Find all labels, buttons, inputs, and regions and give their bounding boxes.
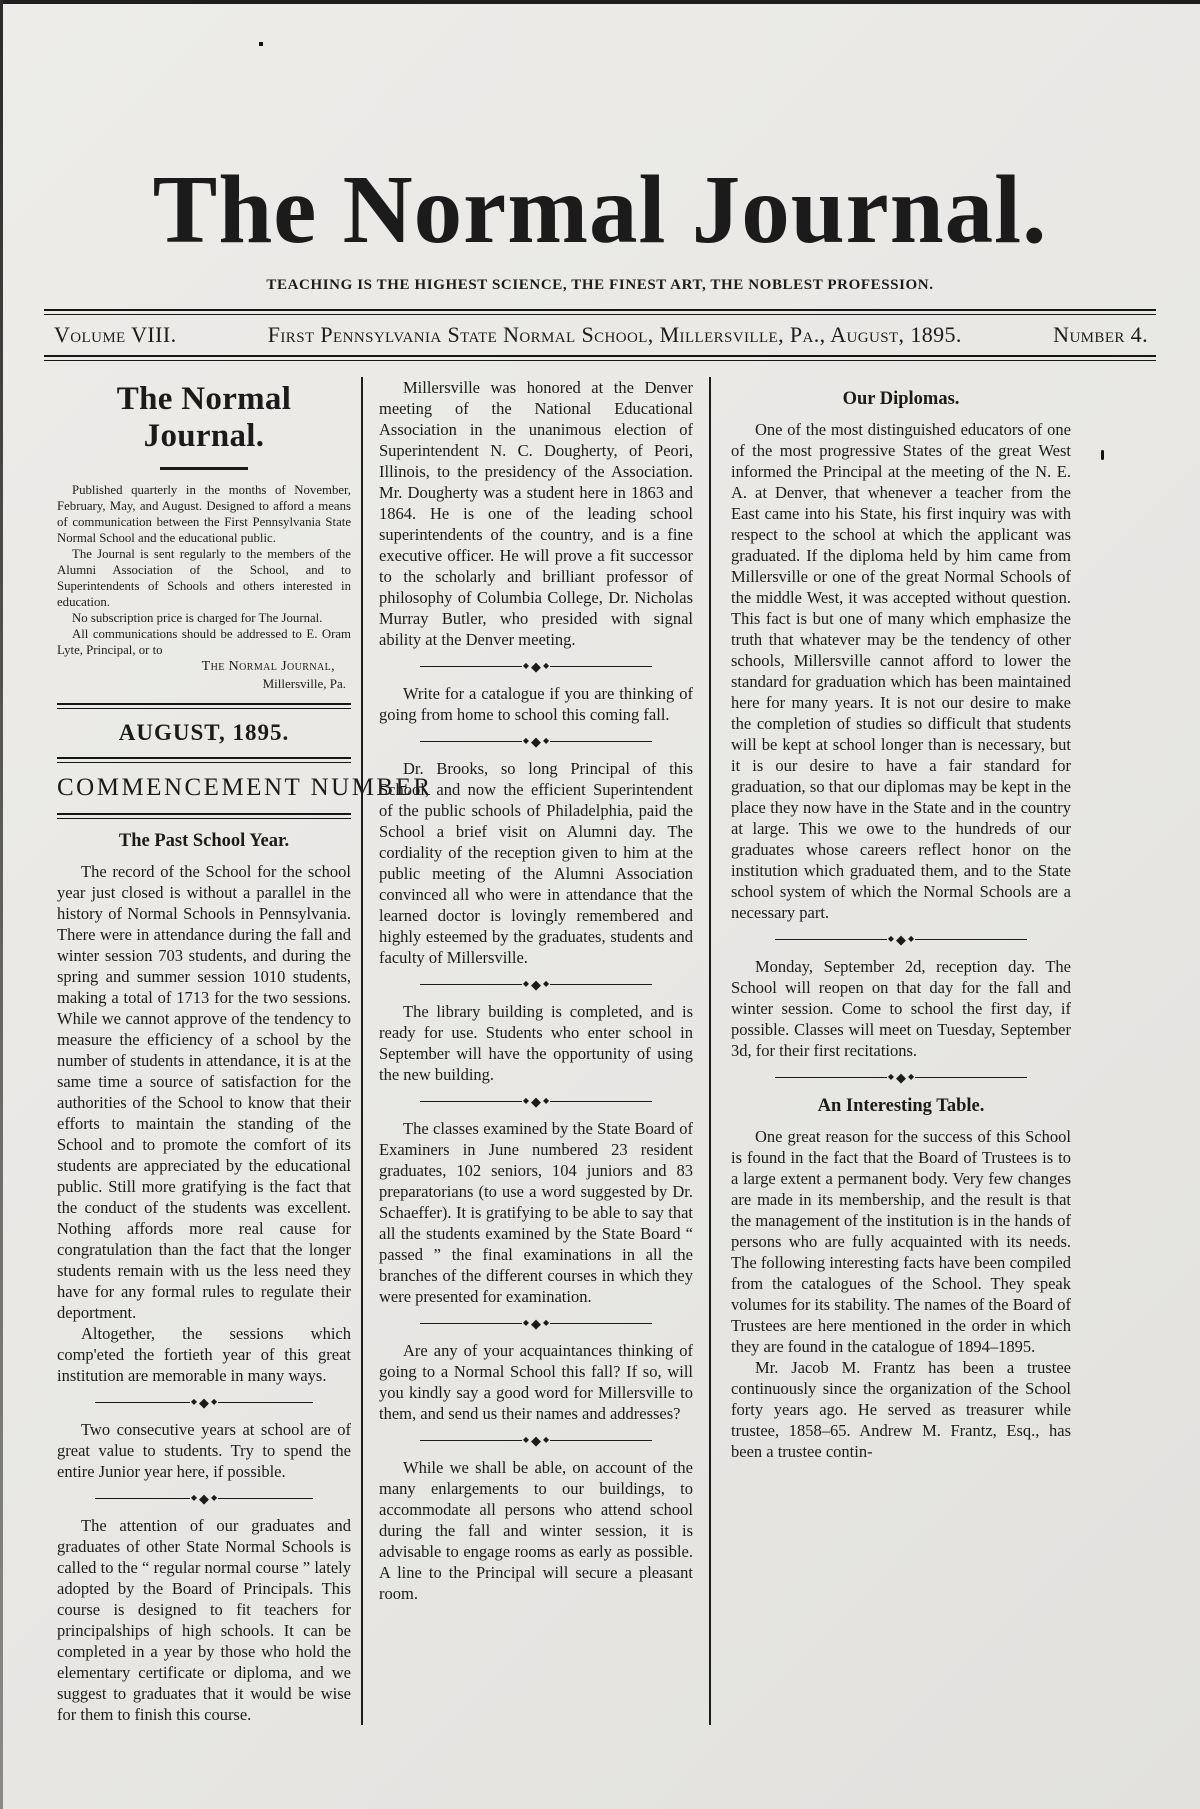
divider-line xyxy=(550,741,652,743)
divider-line xyxy=(218,1498,313,1500)
divider-diamond: ◆ xyxy=(543,979,550,989)
divider-line xyxy=(550,984,652,986)
divider-diamond: ◆ xyxy=(199,1490,209,1506)
divider-line xyxy=(420,1323,522,1325)
volume-number: Volume VIII. xyxy=(54,321,177,347)
column-left xyxy=(57,377,433,1725)
divider-diamond: ◆ xyxy=(543,1435,550,1445)
article-divider xyxy=(420,660,652,673)
divider-line xyxy=(775,1077,887,1079)
divider-diamond: ◆ xyxy=(896,931,906,947)
divider-diamond: ◆ xyxy=(887,934,894,944)
masthead-title: The Normal Journal. xyxy=(152,156,1048,263)
publication-note: The Journal is sent regularly to the members of the Alumni Association of the School, and to Superintendents of Schools and others interested in education. xyxy=(57,546,351,609)
article-heading: The Past School Year. xyxy=(118,830,290,851)
divider-diamond: ◆ xyxy=(522,979,529,989)
article-divider xyxy=(95,1396,313,1409)
article-divider xyxy=(420,1434,652,1447)
article-paragraph: Write for a catalogue if you are thinking of going from home to school this coming fall. xyxy=(379,683,693,724)
scan-speck xyxy=(259,42,263,46)
publication-note: No subscription price is charged for The Journal. xyxy=(72,610,323,625)
divider-line xyxy=(420,1440,522,1442)
divider-line xyxy=(550,666,652,668)
divider-diamond: ◆ xyxy=(531,733,541,749)
commencement-banner: COMMENCEMENT NUMBER xyxy=(57,773,433,801)
column-center xyxy=(361,377,709,1725)
article-divider xyxy=(420,1095,652,1108)
masthead xyxy=(0,0,1200,294)
divider-diamond: ◆ xyxy=(543,1096,550,1106)
divider-diamond: ◆ xyxy=(522,1096,529,1106)
divider-diamond: ◆ xyxy=(522,1318,529,1328)
article-paragraph: The classes examined by the State Board of Examiners in June numbered 23 resident graduates, 102 seniors, 104 juniors and 83 preparatorians (to use a word suggested by Dr. Schaeffer). It is gratifying to be able to say that all the students examined by the State Board “ passed ” the final examinations in all the branches of the different courses in which they were presented for examination. xyxy=(379,1118,693,1306)
article-paragraph: Two consecutive years at school are of great value to students. Try to spend the entire Junior year here, if possible. xyxy=(57,1419,351,1481)
divider-line xyxy=(218,1402,313,1404)
divider-diamond: ◆ xyxy=(896,1069,906,1085)
volume-line xyxy=(54,322,1148,348)
article-paragraph: Mr. Jacob M. Frantz has been a trustee continuously since the organization of the School forty years ago. He served as treasurer while trustee, 1858–65. Andrew M. Frantz, Esq., has been a trustee contin- xyxy=(731,1357,1071,1461)
article-paragraph: While we shall be able, on account of the many enlargements to our buildings, to accommodate all persons who attend school during the fall and winter session, it is advisable to engage rooms as early as possible. A line to the Principal will secure a pleasant room. xyxy=(379,1457,693,1603)
divider-line xyxy=(550,1101,652,1103)
divider-line xyxy=(550,1440,652,1442)
divider-diamond: ◆ xyxy=(887,1072,894,1082)
article-paragraph: Altogether, the sessions which comp'eted the fortieth year of this great institution are memorable in many ways. xyxy=(57,1323,351,1385)
divider-line xyxy=(550,1323,652,1325)
article-paragraph: Monday, September 2d, reception day. The School will reopen on that day for the fall and winter session. Come to school the first day, if possible. Classes will meet on Tuesday, September 3d, for their first recitations. xyxy=(731,956,1071,1060)
address-line: Millersville, Pa. xyxy=(262,675,346,691)
article-paragraph: One of the most distinguished educators of one of the most progressive States of the great West informed the Principal at the meeting of the N. E. A. at Denver, that whenever a teacher from the East came into his State, his first inquiry was with respect to the school at which the applicant was graduated. If the diploma held by him came from Millersville or one of the great Normal Schools of the middle West, it was accepted without question. This fact is but one of many which emphasize the truth that whatever may be the tendency of other schools, Millersville cannot afford to lower the standard for graduation which has been maintained here for many years. It is not our desire to make the completion of studies so difficult that students will be kept at school longer than is necessary, but it is our desire to have a fair standard for graduation, so that our diplomas may be kept in the place they now have in the State and in the country at large. This we owe to the hundreds of our graduates whose careers reflect honor on the institution which graduated them, and to the State school system of which the Normal Schools are a necessary part. xyxy=(731,419,1071,922)
divider-line xyxy=(915,939,1027,941)
divider-line xyxy=(915,1077,1027,1079)
scan-speck xyxy=(1101,450,1104,460)
divider-diamond: ◆ xyxy=(531,658,541,674)
issue-date-banner: AUGUST, 1895. xyxy=(118,719,290,745)
divider-diamond: ◆ xyxy=(190,1493,197,1503)
article-divider xyxy=(420,978,652,991)
divider-diamond: ◆ xyxy=(908,934,915,944)
school-name-dateline: First Pennsylvania State Normal School, Millersville, Pa., August, 1895. xyxy=(267,321,962,347)
article-heading: An Interesting Table. xyxy=(817,1095,985,1116)
divider-diamond: ◆ xyxy=(543,736,550,746)
column-area xyxy=(57,377,1150,1725)
masthead-tagline: TEACHING IS THE HIGHEST SCIENCE, THE FINEST ART, THE NOBLEST PROFESSION. xyxy=(266,276,934,293)
divider-line xyxy=(775,939,887,941)
divider-line xyxy=(420,741,522,743)
article-paragraph: The record of the School for the school year just closed is without a parallel in the history of Normal Schools in Pennsylvania. There were in attendance during the fall and winter session 703 students, and during the spring and summer session 1010 students, making a total of 1713 for the two sessions. While we cannot approve of the tendency to measure the efficiency of a school by the number of students in attendance, it is at the same time a source of satisfaction for the authorities of the School to know that their efforts to maintain the standing of the School and to promote the comfort of its students are appreciated by the educational public. Still more gratifying is the fact that the conduct of the students was excellent. Nothing affords more real cause for congratulation than the fact that the longer students remain with us the less need they have for any formal rules to regulate their deportment. xyxy=(57,861,351,1322)
header-rule-bottom xyxy=(44,355,1156,361)
divider-diamond: ◆ xyxy=(908,1072,915,1082)
article-divider xyxy=(95,1492,313,1505)
journal-address xyxy=(57,658,351,692)
scan-edge-top xyxy=(0,0,1200,4)
divider-diamond: ◆ xyxy=(522,736,529,746)
divider-line xyxy=(95,1402,190,1404)
divider-diamond: ◆ xyxy=(211,1397,218,1407)
address-line: The Normal Journal, xyxy=(201,658,335,674)
double-rule xyxy=(57,813,351,819)
article-paragraph: Are any of your acquaintances thinking of going to a Normal School this fall? If so, will you kindly say a good word for Millersville to them, and send us their names and addresses? xyxy=(379,1340,693,1423)
divider-diamond: ◆ xyxy=(531,976,541,992)
article-paragraph: One great reason for the success of this School is found in the fact that the Board of Trustees is to a large extent a permanent body. Very few changes are made in its membership, and the result is that the management of the institution is in the hands of persons who are fully acquainted with its needs. The following interesting facts have been compiled from the catalogues of the School. They speak volumes for its stability. The names of the Board of Trustees are here mentioned in the order in which they are found in the catalogue of 1894–1895. xyxy=(731,1126,1071,1356)
article-divider xyxy=(775,933,1027,946)
article-paragraph: Millersville was honored at the Denver meeting of the National Educational Association in the unanimous election of Superintendent N. C. Dougherty, of Peori, Illinois, to the presidency of the Association. Mr. Dougherty was a student here in 1863 and 1864. He is one of the leading school superintendents of the country, and is a fine executive officer. He will prove a fit successor to the scholarly and brilliant professor of philosophy of Columbia College, Dr. Nicholas Murray Butler, who presided with signal ability at the Denver meeting. xyxy=(379,377,693,649)
header-rule-top xyxy=(44,309,1156,315)
column-right xyxy=(709,377,1073,1725)
divider-line xyxy=(420,666,522,668)
article-paragraph: The library building is completed, and is ready for use. Students who enter school in September will have the opportunity of using the new building. xyxy=(379,1001,693,1084)
column-title-group xyxy=(57,381,351,470)
divider-line xyxy=(420,984,522,986)
article-divider xyxy=(420,735,652,748)
divider-diamond: ◆ xyxy=(531,1315,541,1331)
article-paragraph: Dr. Brooks, so long Principal of this School, and now the efficient Superintendent of the public schools of Philadelphia, paid the School a brief visit on Alumni day. The cordiality of the reception given to him at the public meeting of the Alumni Association convinced all who were in attendance that the learned doctor is lovingly remembered and highly esteemed by the graduates, students and faculty of Millersville. xyxy=(379,758,693,967)
divider-diamond: ◆ xyxy=(199,1394,209,1410)
divider-diamond: ◆ xyxy=(543,1318,550,1328)
publication-note: All communications should be addressed to E. Oram Lyte, Principal, or to xyxy=(57,626,351,657)
article-divider xyxy=(775,1071,1027,1084)
column-masthead-title: The Normal Journal. xyxy=(116,380,292,454)
article-divider xyxy=(420,1317,652,1330)
double-rule xyxy=(57,757,351,763)
divider-diamond: ◆ xyxy=(211,1493,218,1503)
divider-line xyxy=(420,1101,522,1103)
scan-edge-left xyxy=(0,0,3,1809)
divider-diamond: ◆ xyxy=(531,1093,541,1109)
article-heading: Our Diplomas. xyxy=(842,388,960,409)
double-rule xyxy=(57,703,351,709)
article-paragraph: The attention of our graduates and graduates of other State Normal Schools is called to the “ regular normal course ” lately adopted by the Board of Principals. This course is designed to fit teachers for principalships of high schools. It can be completed in a year by those who hold the elementary certificate or diploma, and we suggest to graduates that it would be wise for them to finish this course. xyxy=(57,1515,351,1724)
publication-note: Published quarterly in the months of November, February, May, and August. Designed to afford a means of communication between the First Pennsylvania State Normal School and the educational public. xyxy=(57,482,351,545)
divider-diamond: ◆ xyxy=(522,1435,529,1445)
divider-line xyxy=(95,1498,190,1500)
divider-diamond: ◆ xyxy=(543,661,550,671)
issue-number: Number 4. xyxy=(1053,321,1148,347)
divider-diamond: ◆ xyxy=(522,661,529,671)
title-rule xyxy=(160,467,248,470)
divider-diamond: ◆ xyxy=(190,1397,197,1407)
divider-diamond: ◆ xyxy=(531,1432,541,1448)
